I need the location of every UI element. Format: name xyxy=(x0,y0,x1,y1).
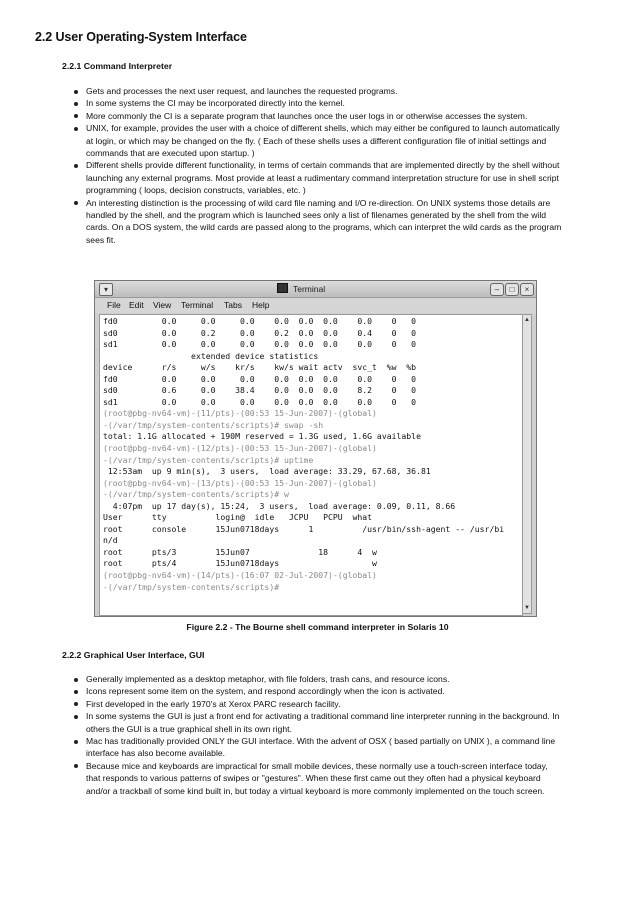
list-item: Icons represent some item on the system, and respond accordingly when the icon is activated. xyxy=(0,685,562,697)
list-item: More commonly the CI is a separate program that launches once the user logs in or otherwise accesses the system. xyxy=(0,110,562,122)
terminal-line: -(/var/tmp/system-contents/scripts)# swap -sh xyxy=(103,419,324,430)
terminal-titlebar xyxy=(95,281,536,298)
list-item: In some systems the CI may be incorporated directly into the kernel. xyxy=(0,97,562,109)
gui-bullet-list xyxy=(0,673,562,797)
terminal-line: fd0 0.0 0.0 0.0 0.0 0.0 0.0 0.0 0 0 xyxy=(103,316,417,326)
terminal-window-figure xyxy=(94,280,537,617)
menu-file[interactable]: File xyxy=(107,300,121,310)
menu-help[interactable]: Help xyxy=(252,300,270,310)
terminal-line: sd1 0.0 0.0 0.0 0.0 0.0 0.0 0.0 0 0 xyxy=(103,396,417,407)
terminal-scrollbar[interactable] xyxy=(522,314,532,614)
list-item: Gets and processes the next user request, and launches the requested programs. xyxy=(0,85,562,97)
terminal-line: -(/var/tmp/system-contents/scripts)# w xyxy=(103,489,289,500)
menu-edit[interactable]: Edit xyxy=(129,300,144,310)
terminal-line: root pts/3 15Jun07 18 4 w xyxy=(103,546,377,557)
terminal-menubar xyxy=(95,298,536,313)
list-item: An interesting distinction is the processing of wild card file naming and I/O re-direction. On UNIX systems those details are handled by the shell, and the program which is launched sees only a list of filenames generated by the shell from the wild cards. On a DOS system, the wild cards are passed along to the programs, which can interpret the wild cards as the program sees fit. xyxy=(0,197,562,247)
list-item: First developed in the early 1970's at Xerox PARC research facility. xyxy=(0,698,562,710)
terminal-line: (root@pbg-nv64-vm)-(11/pts)-(00:53 15-Jun-2007)-(global) xyxy=(103,408,377,419)
terminal-line: -(/var/tmp/system-contents/scripts)# xyxy=(103,581,280,592)
window-menu-icon[interactable]: ▾ xyxy=(99,283,113,296)
terminal-line: root pts/4 15Jun0718days w xyxy=(103,558,377,569)
list-item: UNIX, for example, provides the user with a choice of different shells, which may either be configured to launch automatically at login, or which may be changed on the fly. ( Each of these shells uses a different configuration file of initial settings and commands that are executed upon startup. ) xyxy=(0,122,562,159)
terminal-title: Terminal xyxy=(293,284,326,294)
terminal-line: (root@pbg-nv64-vm)-(12/pts)-(00:53 15-Jun-2007)-(global) xyxy=(103,443,377,454)
list-item: Because mice and keyboards are impractical for small mobile devices, these normally use a touch-screen interface today, that responds to various patterns of swipes or "gestures". When these first came out they often had a physical keyboard and/or a trackball of some kind built in, but today a virtual keyboard is more commonly implemented on the touch screen. xyxy=(0,760,562,797)
terminal-line: (root@pbg-nv64-vm)-(14/pts)-(16:07 02-Jul-2007)-(global) xyxy=(103,570,377,581)
terminal-line: extended device statistics xyxy=(103,350,319,361)
command-interpreter-bullet-list xyxy=(0,85,562,246)
terminal-line: total: 1.1G allocated + 190M reserved = 1.3G used, 1.6G available xyxy=(103,431,421,442)
terminal-line: device r/s w/s kr/s kw/s wait actv svc_t %w %b xyxy=(103,362,417,373)
terminal-line: sd1 0.0 0.0 0.0 0.0 0.0 0.0 0.0 0 0 xyxy=(103,339,417,350)
list-item: Generally implemented as a desktop metaphor, with file folders, trash cans, and resource icons. xyxy=(0,673,562,685)
subsection-title-gui: 2.2.2 Graphical User Interface, GUI xyxy=(62,650,205,660)
terminal-line: User tty login@ idle JCPU PCPU what xyxy=(103,512,373,523)
subsection-title-command-interpreter: 2.2.1 Command Interpreter xyxy=(62,61,173,71)
scroll-up-arrow-icon[interactable]: ▲ xyxy=(524,317,530,323)
list-item: In some systems the GUI is just a front end for activating a traditional command line interpreter running in the background. In others the GUI is a true graphical shell in its own right. xyxy=(0,710,562,735)
menu-tabs[interactable]: Tabs xyxy=(224,300,242,310)
figure-caption: Figure 2.2 - The Bourne shell command interpreter in Solaris 10 xyxy=(186,622,449,632)
terminal-line: n/d xyxy=(103,535,118,546)
maximize-icon[interactable]: □ xyxy=(505,283,519,296)
list-item: Mac has traditionally provided ONLY the GUI interface. With the advent of OSX ( based partially on UNIX ), a command line interface has also become available. xyxy=(0,735,562,760)
terminal-line: sd0 0.0 0.2 0.0 0.2 0.0 0.0 0.4 0 0 xyxy=(103,327,417,338)
menu-view[interactable]: View xyxy=(153,300,172,310)
terminal-line: 12:53am up 9 min(s), 3 users, load average: 33.29, 67.68, 36.81 xyxy=(103,466,431,477)
terminal-line: sd0 0.6 0.0 38.4 0.0 0.0 0.0 8.2 0 0 xyxy=(103,385,417,396)
minimize-icon[interactable]: – xyxy=(490,283,504,296)
terminal-screen[interactable] xyxy=(99,314,523,616)
menu-terminal[interactable]: Terminal xyxy=(181,300,214,310)
terminal-output xyxy=(100,315,522,594)
terminal-line: root console 15Jun0718days 1 /usr/bin/ssh-agent -- /usr/bi xyxy=(103,523,505,534)
list-item: Different shells provide different functionality, in terms of certain commands that are implemented directly by the shell without launching any external programs. Most provide at least a rudimentary command interpretation structure for use in shell script programming ( loops, decision constructs, variables, etc. ) xyxy=(0,159,562,196)
terminal-line: fd0 0.0 0.0 0.0 0.0 0.0 0.0 0.0 0 0 xyxy=(103,373,417,384)
terminal-line: -(/var/tmp/system-contents/scripts)# uptime xyxy=(103,454,314,465)
terminal-line: (root@pbg-nv64-vm)-(13/pts)-(00:53 15-Jun-2007)-(global) xyxy=(103,477,377,488)
close-icon[interactable]: × xyxy=(520,283,534,296)
terminal-app-icon xyxy=(277,283,288,293)
section-title: 2.2 User Operating-System Interface xyxy=(35,30,247,44)
scroll-down-arrow-icon[interactable]: ▼ xyxy=(524,605,530,611)
terminal-line: 4:07pm up 17 day(s), 15:24, 3 users, load average: 0.09, 0.11, 8.66 xyxy=(103,500,456,511)
